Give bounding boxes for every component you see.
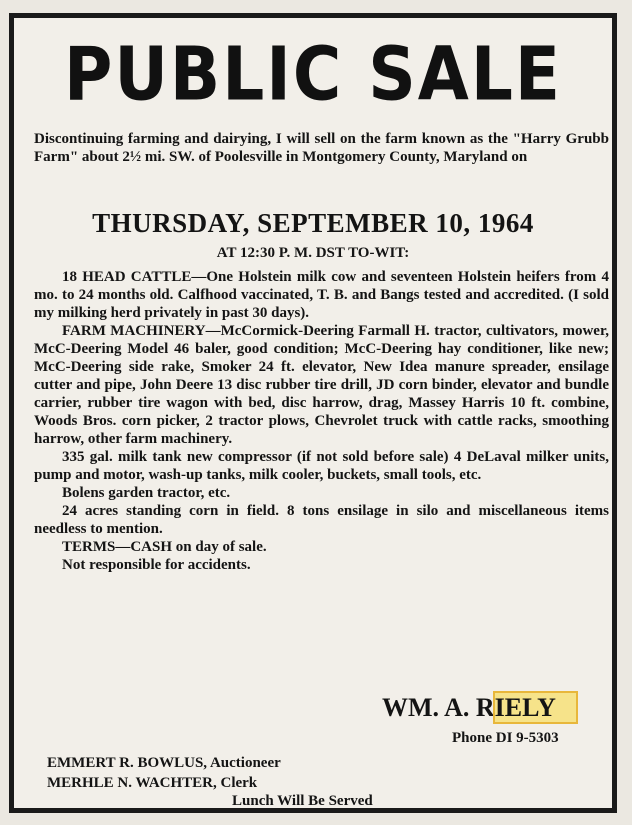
- auctioneer: EMMERT R. BOWLUS, Auctioneer: [47, 755, 281, 771]
- intro-text: Discontinuing farming and dairying, I will sell on the farm known as the "Harry Grubb Farm" about 2½ mi. SW. of Poolesville in Montgomery County, Maryland on: [34, 131, 609, 165]
- disclaimer: Not responsible for accidents.: [62, 557, 251, 573]
- item-garden-tractor: Bolens garden tractor, etc.: [62, 485, 231, 501]
- public-sale-ad: [9, 13, 617, 813]
- item-machinery: FARM MACHINERY—McCormick-Deering Farmall H. tractor, cultivators, mower, McC-Deering Model 46 baler, good condition; McC-Deering hay conditioner, like new; McC-Deering side rake, Smoker 24 ft. elevator, New Idea manure spreader, ensilage cutter and pipe, John Deere 13 disc rubber tire drill, JD corn binder, elevator and bundle carrier, rubber tire wagon with bed, disc harrow, drag, Massey Harris 10 ft. combine, Woods Bros. corn picker, 2 tractor plows, Chevrolet truck with cattle racks, smoothing harrow, other farm machinery.: [34, 323, 609, 447]
- seller-phone: Phone DI 9-5303: [452, 730, 559, 746]
- sale-time: AT 12:30 P. M. DST TO-WIT:: [216, 245, 410, 261]
- lunch-note: Lunch Will Be Served: [232, 793, 373, 809]
- seller-name-highlight: IELY: [495, 693, 576, 722]
- clerk: MERHLE N. WACHTER, Clerk: [47, 775, 258, 791]
- terms: TERMS—CASH on day of sale.: [62, 539, 267, 555]
- ad-headline: PUBLIC SALE: [63, 31, 563, 118]
- seller-name-part: WM. A. R: [382, 693, 495, 722]
- intro-paragraph: [34, 130, 609, 166]
- item-dairy-equipment: 335 gal. milk tank new compressor (if not sold before sale) 4 DeLaval milker units, pump and motor, wash-up tanks, milk cooler, buckets, small tools, etc.: [34, 449, 609, 483]
- item-cattle: 18 HEAD CATTLE—One Holstein milk cow and seventeen Holstein heifers from 4 mo. to 24 months old. Calfhood vaccinated, T. B. and Bangs tested and accredited. (I sold my milking herd privately in past 30 days).: [34, 269, 609, 321]
- item-corn: 24 acres standing corn in field. 8 tons ensilage in silo and miscellaneous items needless to mention.: [34, 503, 609, 537]
- sale-date: THURSDAY, SEPTEMBER 10, 1964: [92, 208, 534, 238]
- sale-items: [34, 268, 609, 574]
- sale-staff: [47, 753, 281, 793]
- seller-name: [382, 693, 576, 723]
